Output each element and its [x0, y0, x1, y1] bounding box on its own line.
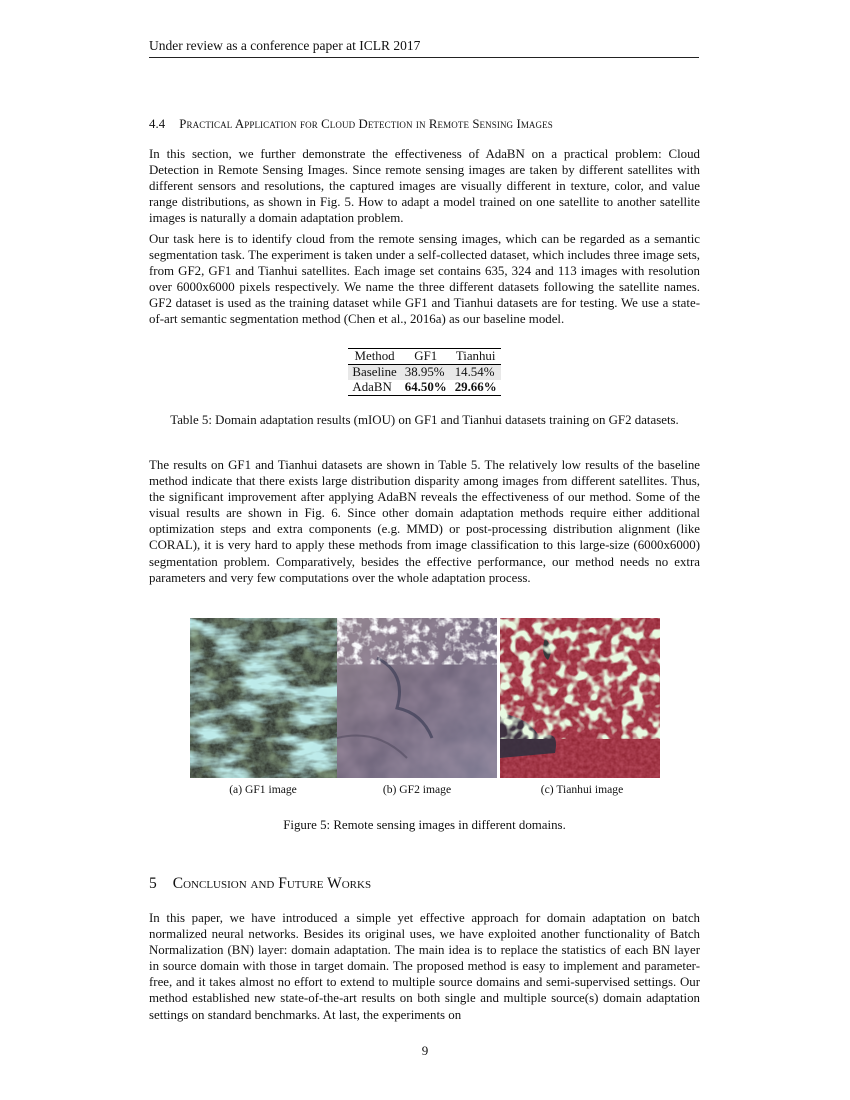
table-cell: 14.54%	[451, 365, 501, 381]
results-table	[348, 348, 500, 396]
results-table-wrap	[149, 348, 700, 396]
subcaption-c: (c) Tianhui image	[540, 783, 624, 796]
section-heading	[149, 875, 371, 893]
tianhui-image	[500, 618, 660, 778]
paragraph-text: Our task here is to identify cloud from the remote sensing images, which can be regarded as a semantic segmentation task. The experiment is taken under a self-collected dataset, which includes three image sets, from GF2, GF1 and Tianhui satellites. Each image set contains 635, 324 and 113 images with resolution over 6000x6000 pixels respectively. We name the three different datasets following the satellite names. GF2 dataset is used as the training dataset while GF1 and Tianhui datasets are for testing. We use a state-of-art semantic segmentation method (Chen et al., 2016a) as our baseline model.	[149, 232, 700, 327]
section-title: Conclusion and Future Works	[172, 875, 372, 892]
gf2-image	[337, 618, 497, 778]
subcaption-a: (a) GF1 image	[229, 783, 297, 796]
section-title: Practical Application for Cloud Detection in Remote Sensing Images	[179, 117, 553, 131]
table-cell: 38.95%	[401, 365, 451, 381]
paragraph-text: In this section, we further demonstrate the effectiveness of AdaBN on a practical problem: Cloud Detection in Remote Sensing Images. Since remote sensing images are taken by different satellites with different sensors and resolutions, the captured images are visually different in texture, color, and value range distributions, as shown in Fig. 5. How to adapt a model trained on one satellite to another satellite images is naturally a domain adaptation problem.	[149, 147, 700, 226]
table-cell: 64.50%	[404, 380, 447, 394]
paragraph	[149, 457, 700, 586]
table-cell: 29.66%	[454, 380, 497, 394]
table-cell: Baseline	[348, 365, 400, 381]
subcaption-b: (b) GF2 image	[382, 783, 452, 796]
table-row	[348, 380, 500, 396]
table-header-row	[348, 349, 500, 365]
section-number: 4.4	[149, 117, 166, 131]
paragraph	[149, 910, 700, 1023]
figure-caption: Figure 5: Remote sensing images in different domains.	[283, 818, 566, 832]
page-number: 9	[421, 1043, 429, 1058]
table-header-cell: Method	[354, 349, 395, 363]
section-heading	[149, 117, 700, 132]
table-caption: Table 5: Domain adaptation results (mIOU) on GF1 and Tianhui datasets training on GF2 datasets.	[170, 413, 679, 427]
paragraph	[149, 231, 700, 328]
table-header-cell: Tianhui	[455, 349, 496, 363]
paragraph-text: In this paper, we have introduced a simple yet effective approach for domain adaptation on batch normalized neural networks. Besides its original uses, we have exploited another functionality of Batch Normalization (BN) layer: domain adaptation. The main idea is to replace the statistics of each BN layer in source domain with those in target domain. The proposed method is easy to implement and parameter-free, and it takes almost no effort to extend to multiple source domains and semi-supervised settings. Our method established new state-of-the-art results on both single and multiple source(s) domain adaptation settings on standard benchmarks. At last, the experiments on	[149, 911, 700, 1022]
section-number: 5	[149, 875, 157, 892]
running-header: Under review as a conference paper at ICLR 2017	[149, 38, 699, 58]
table-cell: AdaBN	[352, 380, 392, 394]
paragraph	[149, 146, 700, 226]
table-header-cell: GF1	[414, 349, 438, 363]
paragraph-text: The results on GF1 and Tianhui datasets are shown in Table 5. The relatively low results of the baseline method indicate that there exists large distribution disparity among images from different satellites. Thus, the significant improvement after applying AdaBN reveals the effectiveness of our method. Some of the visual results are shown in Fig. 6. Since other domain adaptation methods require either additional optimization steps and extra components (e.g. MMD) or post-processing distribution alignment (like CORAL), it is very hard to apply these methods from image classification to this large-size (6000x6000) segmentation problem. Comparatively, besides the effective performance, our method needs no extra parameters and very few computations over the whole adaptation process.	[149, 458, 700, 585]
table-row	[348, 365, 500, 381]
gf1-image	[190, 618, 350, 778]
